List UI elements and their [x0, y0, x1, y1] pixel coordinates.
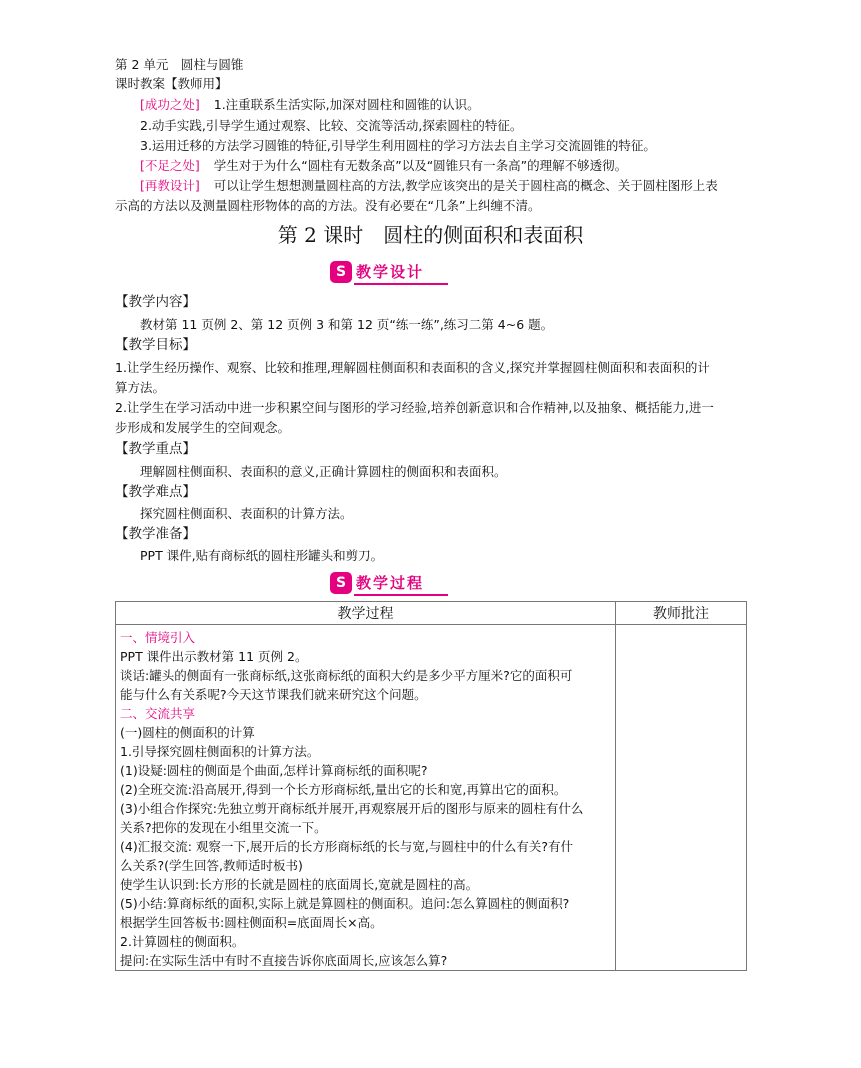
banner-title: 教学过程: [356, 574, 425, 592]
unit-heading: 第 2 单元 圆柱与圆锥: [115, 57, 244, 72]
process-line: PPT 课件出示教材第 11 页例 2。: [120, 649, 308, 664]
banner-underline: [354, 594, 448, 596]
process-line: (3)小组合作探究:先独立剪开商标纸并展开,再观察展开后的图形与原来的圆柱有什么: [120, 801, 584, 816]
success-text-3: 3.运用迁移的方法学习圆锥的特征,引导学生利用圆柱的学习方法去自主学习交流圆锥的特征。: [140, 138, 656, 153]
process-line: (2)全班交流:沿高展开,得到一个长方形商标纸,量出它的长和宽,再算出它的面积。: [120, 782, 567, 797]
key-points-heading: 【教学重点】: [115, 441, 196, 457]
redesign-text-2: 示高的方法以及测量圆柱形物体的高的方法。没有必要在“几条”上纠缠不清。: [115, 198, 541, 213]
table-row: [116, 625, 747, 971]
process-column-header: 教学过程: [116, 602, 616, 625]
goal-1-line-1: 1.让学生经历操作、观察、比较和推理,理解圆柱侧面积和表面积的含义,探究并掌握圆柱侧面积和表面积的计: [115, 360, 710, 375]
teaching-process-banner: [330, 572, 448, 594]
shortfall-text: 学生对于为什么“圆柱有无数条高”以及“圆锥只有一条高”的理解不够透彻。: [213, 158, 628, 173]
process-line: (一)圆柱的侧面积的计算: [120, 725, 255, 740]
notes-column-header: 教师批注: [616, 602, 747, 625]
preparation-text: PPT 课件,贴有商标纸的圆柱形罐头和剪刀。: [140, 548, 384, 563]
lesson-title: 第 2 课时 圆柱的侧面积和表面积: [277, 223, 584, 247]
success-text-1: 1.注重联系生活实际,加深对圆柱和圆锥的认识。: [213, 97, 480, 112]
difficulty-heading: 【教学难点】: [115, 484, 196, 500]
preparation-heading: 【教学准备】: [115, 526, 196, 542]
redesign-row: [140, 177, 718, 194]
redesign-tag: [再教设计]: [140, 178, 200, 193]
key-points-text: 理解圆柱侧面积、表面积的意义,正确计算圆柱的侧面积和表面积。: [140, 464, 507, 479]
banner-logo-icon: S: [330, 572, 352, 594]
process-line: 1.引导探究圆柱侧面积的计算方法。: [120, 744, 320, 759]
process-line: 二、交流共享: [120, 706, 196, 721]
teaching-design-banner: [330, 261, 448, 283]
process-line: 使学生认识到:长方形的长就是圆柱的底面周长,宽就是圆柱的高。: [120, 877, 479, 892]
difficulty-text: 探究圆柱侧面积、表面积的计算方法。: [140, 506, 353, 521]
table-header-row: [116, 602, 747, 625]
process-line: 关系?把你的发现在小组里交流一下。: [120, 820, 327, 835]
shortfall-row: [140, 157, 627, 174]
goal-2-line-1: 2.让学生在学习活动中进一步积累空间与图形的学习经验,培养创新意识和合作精神,以及抽象、概括能力,进一: [115, 400, 714, 415]
lesson-plan-label: 课时教案【教师用】: [115, 76, 228, 91]
content-text: 教材第 11 页例 2、第 12 页例 3 和第 12 页“练一练”,练习二第 4~6 题。: [140, 317, 554, 332]
process-line: (5)小结:算商标纸的面积,实际上就是算圆柱的侧面积。追问:怎么算圆柱的侧面积?: [120, 896, 570, 911]
goal-2-line-2: 步形成和发展学生的空间观念。: [115, 420, 291, 435]
goal-1-line-2: 算方法。: [115, 380, 166, 395]
process-line: 一、情境引入: [120, 630, 196, 645]
process-line: 能与什么有关系呢?今天这节课我们就来研究这个问题。: [120, 687, 427, 702]
content-heading: 【教学内容】: [115, 294, 196, 310]
banner-logo-icon: S: [330, 261, 352, 283]
process-table: [115, 601, 747, 971]
process-line: (1)设疑:圆柱的侧面是个曲面,怎样计算商标纸的面积呢?: [120, 763, 428, 778]
shortfall-tag: [不足之处]: [140, 158, 200, 173]
process-line: 提问:在实际生活中有时不直接告诉你底面周长,应该怎么算?: [120, 953, 448, 968]
process-cell: [116, 625, 616, 971]
process-line: 2.计算圆柱的侧面积。: [120, 934, 245, 949]
goals-heading: 【教学目标】: [115, 337, 196, 353]
notes-cell[interactable]: [616, 625, 747, 971]
banner-title: 教学设计: [356, 263, 425, 281]
process-line: 根据学生回答板书:圆柱侧面积=底面周长×高。: [120, 915, 383, 930]
redesign-text-1: 可以让学生想想测量圆柱高的方法,教学应该突出的是关于圆柱高的概念、关于圆柱图形上表: [213, 178, 718, 193]
success-text-2: 2.动手实践,引导学生通过观察、比较、交流等活动,探索圆柱的特征。: [140, 118, 523, 133]
banner-underline: [354, 283, 448, 285]
success-row: [140, 96, 480, 113]
process-line: (4)汇报交流: 观察一下,展开后的长方形商标纸的长与宽,与圆柱中的什么有关?有什: [120, 839, 573, 854]
success-tag: [成功之处]: [140, 97, 200, 112]
process-line: 谈话:罐头的侧面有一张商标纸,这张商标纸的面积大约是多少平方厘米?它的面积可: [120, 668, 573, 683]
process-line: 么关系?(学生回答,教师适时板书): [120, 858, 303, 873]
